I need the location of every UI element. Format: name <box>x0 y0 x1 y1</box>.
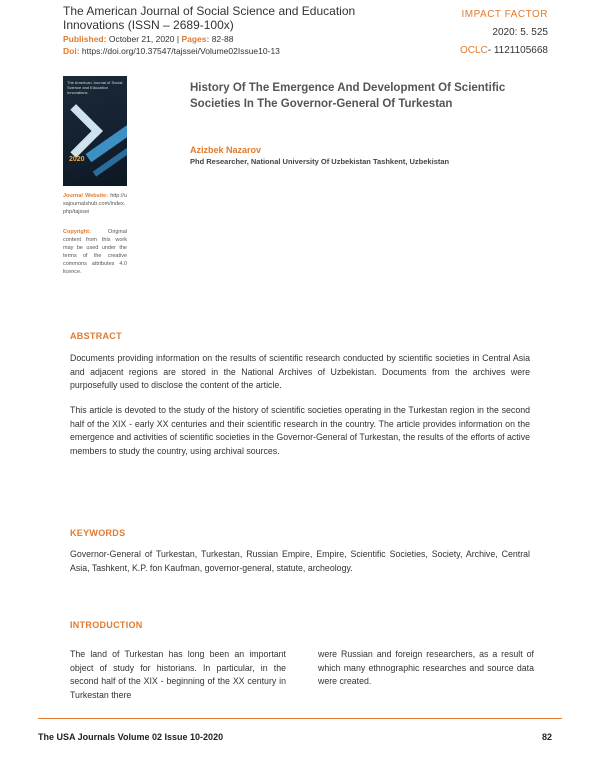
abstract-paragraph-2: This article is devoted to the study of the history of scientific societies operating in the Turkestan region in the second half of the XIX - early XX centuries and their scientific research in the country. The article provides information on the emergence and activities of scientific societies in the Governor-General of Turkestan, the results of the efforts of active members to study the country, using archival sources. <box>70 405 530 456</box>
journal-cover-image <box>63 76 127 186</box>
introduction-column-2: were Russian and foreign researchers, as a result of which many ethnographic researches and source data were created. <box>318 649 534 686</box>
published-date: October 21, 2020 <box>108 34 175 44</box>
cover-year: 2020 <box>69 156 85 163</box>
introduction-column-1: The land of Turkestan has long been an important object of study for historians. In particular, in the second half of the XIX - beginning of the XX century in Turkestan there <box>70 649 286 700</box>
published-label: Published: <box>63 34 107 44</box>
author-affiliation: Phd Researcher, National University Of Uzbekistan Tashkent, Uzbekistan <box>190 157 450 166</box>
website-label: Journal Website: <box>63 193 108 199</box>
publication-info: Published: October 21, 2020 | Pages: 82-88 Doi: https://doi.org/10.37547/tajssei/Volume02Issue10-13 <box>63 34 280 56</box>
introduction-heading: INTRODUCTION <box>70 620 143 630</box>
pages-range: 82-88 <box>211 34 234 44</box>
keywords-heading: KEYWORDS <box>70 528 126 538</box>
pages-label: Pages: <box>181 34 210 44</box>
copyright-note <box>63 228 127 276</box>
page-number: 82 <box>541 732 552 742</box>
impact-block <box>460 6 548 60</box>
doi-link[interactable]: https://doi.org/10.37547/tajssei/Volume02Issue10-13 <box>81 46 280 56</box>
doi-label: Doi: <box>63 46 80 56</box>
abstract-paragraph-1: Documents providing information on the results of scientific research conducted by scientific societies in Central Asia and adjacent regions are stored in the National Archives of Uzbekistan. Documents from the archives were purposefully used to disclose the content of the article. <box>70 353 530 390</box>
article-title: History Of The Emergence And Development Of Scientific Societies In The Governor-General Of Turkestan <box>190 82 506 110</box>
impact-factor-value: 2020: 5. 525 <box>492 27 548 38</box>
abstract-heading: ABSTRACT <box>70 331 122 341</box>
footer-journal-info: The USA Journals Volume 02 Issue 10-2020 <box>38 732 224 742</box>
footer-divider <box>38 718 562 719</box>
journal-title: The American Journal of Social Science and Education Innovations (ISSN – 2689-100x) <box>63 4 356 32</box>
author-name: Azizbek Nazarov <box>190 145 262 155</box>
copyright-label: Copyright: <box>63 229 91 235</box>
cover-text: The American Journal of Social Science and Education Innovations <box>67 80 123 95</box>
keywords-text: Governor-General of Turkestan, Turkestan, Russian Empire, Empire, Scientific Societies, Society, Archive, Central Asia, Tashkent, K.P. fon Kaufman, governor-general, statute, archeology. <box>70 549 530 573</box>
impact-factor-label: IMPACT FACTOR <box>461 9 548 20</box>
copyright-text: Original content from this work may be used under the terms of the creative commons attributes 4.0 licence. <box>63 229 127 275</box>
oclc-label: OCLC <box>459 45 488 56</box>
journal-website-note <box>63 192 127 216</box>
oclc-value: - 1121105668 <box>487 45 548 56</box>
website-link[interactable]: http://usajournalshub.com/index.php/tajssei <box>63 193 128 215</box>
